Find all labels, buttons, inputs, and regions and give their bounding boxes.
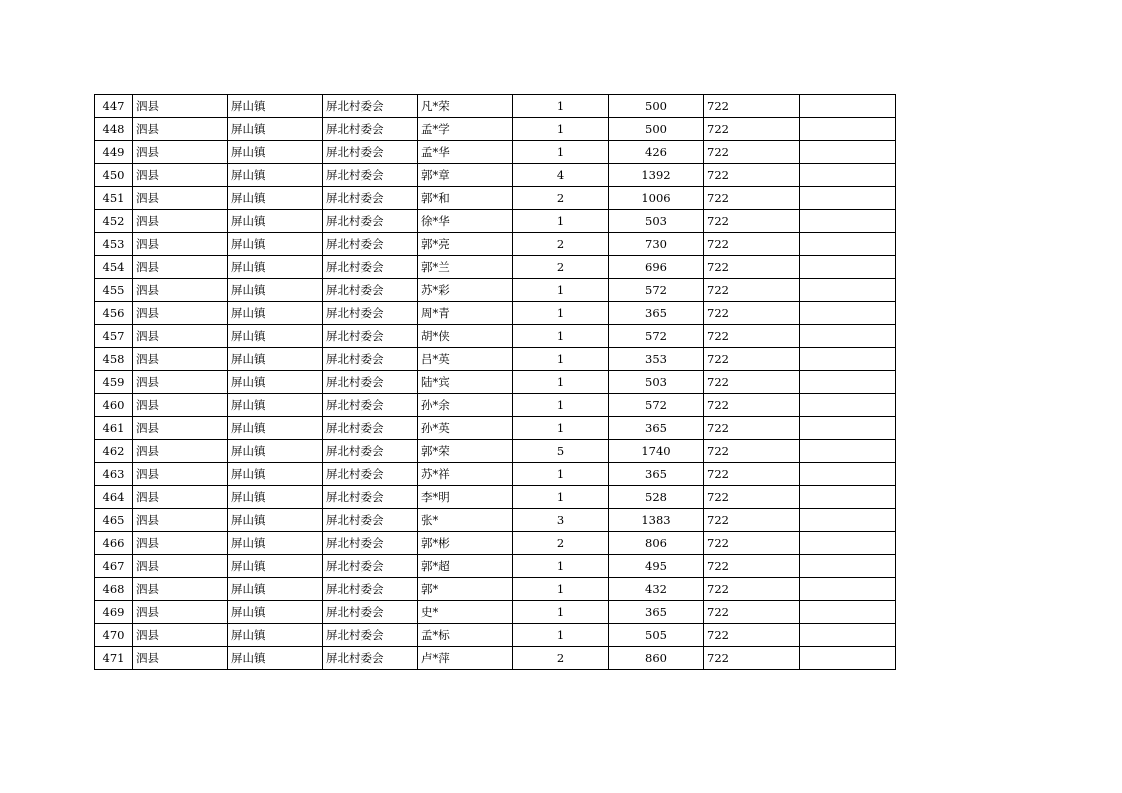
household-count-cell: 1 bbox=[513, 325, 609, 348]
town-cell: 屏山镇 bbox=[228, 647, 323, 670]
table-row bbox=[95, 302, 896, 325]
remark-cell bbox=[800, 555, 896, 578]
remark-cell bbox=[800, 440, 896, 463]
table-row bbox=[95, 187, 896, 210]
table-row bbox=[95, 555, 896, 578]
town-cell: 屏山镇 bbox=[228, 141, 323, 164]
town-cell: 屏山镇 bbox=[228, 325, 323, 348]
table-row bbox=[95, 256, 896, 279]
standard-cell: 722 bbox=[704, 348, 800, 371]
standard-cell: 722 bbox=[704, 463, 800, 486]
remark-cell bbox=[800, 348, 896, 371]
name-cell: 孙*英 bbox=[418, 417, 513, 440]
remark-cell bbox=[800, 532, 896, 555]
name-cell: 郭*章 bbox=[418, 164, 513, 187]
county-cell: 泗县 bbox=[133, 624, 228, 647]
town-cell: 屏山镇 bbox=[228, 601, 323, 624]
row-number-cell: 450 bbox=[95, 164, 133, 187]
household-count-cell: 2 bbox=[513, 532, 609, 555]
name-cell: 孟*华 bbox=[418, 141, 513, 164]
county-cell: 泗县 bbox=[133, 164, 228, 187]
town-cell: 屏山镇 bbox=[228, 578, 323, 601]
standard-cell: 722 bbox=[704, 302, 800, 325]
household-count-cell: 1 bbox=[513, 348, 609, 371]
standard-cell: 722 bbox=[704, 394, 800, 417]
town-cell: 屏山镇 bbox=[228, 624, 323, 647]
town-cell: 屏山镇 bbox=[228, 371, 323, 394]
amount-cell: 365 bbox=[609, 302, 704, 325]
county-cell: 泗县 bbox=[133, 371, 228, 394]
row-number-cell: 453 bbox=[95, 233, 133, 256]
village-committee-cell: 屏北村委会 bbox=[323, 348, 418, 371]
row-number-cell: 457 bbox=[95, 325, 133, 348]
amount-cell: 1740 bbox=[609, 440, 704, 463]
village-committee-cell: 屏北村委会 bbox=[323, 95, 418, 118]
county-cell: 泗县 bbox=[133, 141, 228, 164]
row-number-cell: 454 bbox=[95, 256, 133, 279]
village-committee-cell: 屏北村委会 bbox=[323, 256, 418, 279]
town-cell: 屏山镇 bbox=[228, 509, 323, 532]
row-number-cell: 458 bbox=[95, 348, 133, 371]
village-committee-cell: 屏北村委会 bbox=[323, 624, 418, 647]
remark-cell bbox=[800, 210, 896, 233]
name-cell: 周*青 bbox=[418, 302, 513, 325]
village-committee-cell: 屏北村委会 bbox=[323, 486, 418, 509]
row-number-cell: 464 bbox=[95, 486, 133, 509]
household-count-cell: 1 bbox=[513, 463, 609, 486]
row-number-cell: 462 bbox=[95, 440, 133, 463]
table-row bbox=[95, 486, 896, 509]
table-body bbox=[95, 95, 896, 670]
standard-cell: 722 bbox=[704, 532, 800, 555]
town-cell: 屏山镇 bbox=[228, 486, 323, 509]
remark-cell bbox=[800, 118, 896, 141]
county-cell: 泗县 bbox=[133, 440, 228, 463]
household-count-cell: 2 bbox=[513, 233, 609, 256]
remark-cell bbox=[800, 417, 896, 440]
remark-cell bbox=[800, 187, 896, 210]
household-count-cell: 2 bbox=[513, 647, 609, 670]
household-count-cell: 1 bbox=[513, 302, 609, 325]
table-row bbox=[95, 463, 896, 486]
household-count-cell: 1 bbox=[513, 394, 609, 417]
amount-cell: 432 bbox=[609, 578, 704, 601]
name-cell: 郭* bbox=[418, 578, 513, 601]
county-cell: 泗县 bbox=[133, 394, 228, 417]
standard-cell: 722 bbox=[704, 509, 800, 532]
county-cell: 泗县 bbox=[133, 279, 228, 302]
name-cell: 郭*亮 bbox=[418, 233, 513, 256]
amount-cell: 806 bbox=[609, 532, 704, 555]
row-number-cell: 447 bbox=[95, 95, 133, 118]
county-cell: 泗县 bbox=[133, 417, 228, 440]
household-count-cell: 1 bbox=[513, 279, 609, 302]
standard-cell: 722 bbox=[704, 578, 800, 601]
standard-cell: 722 bbox=[704, 233, 800, 256]
amount-cell: 365 bbox=[609, 463, 704, 486]
row-number-cell: 470 bbox=[95, 624, 133, 647]
county-cell: 泗县 bbox=[133, 532, 228, 555]
town-cell: 屏山镇 bbox=[228, 417, 323, 440]
row-number-cell: 468 bbox=[95, 578, 133, 601]
village-committee-cell: 屏北村委会 bbox=[323, 141, 418, 164]
name-cell: 李*明 bbox=[418, 486, 513, 509]
county-cell: 泗县 bbox=[133, 256, 228, 279]
amount-cell: 503 bbox=[609, 210, 704, 233]
town-cell: 屏山镇 bbox=[228, 532, 323, 555]
county-cell: 泗县 bbox=[133, 118, 228, 141]
household-count-cell: 2 bbox=[513, 256, 609, 279]
remark-cell bbox=[800, 164, 896, 187]
standard-cell: 722 bbox=[704, 256, 800, 279]
table-row bbox=[95, 210, 896, 233]
household-count-cell: 1 bbox=[513, 118, 609, 141]
remark-cell bbox=[800, 486, 896, 509]
table-row bbox=[95, 233, 896, 256]
town-cell: 屏山镇 bbox=[228, 440, 323, 463]
name-cell: 郭*彬 bbox=[418, 532, 513, 555]
county-cell: 泗县 bbox=[133, 210, 228, 233]
standard-cell: 722 bbox=[704, 95, 800, 118]
town-cell: 屏山镇 bbox=[228, 279, 323, 302]
amount-cell: 505 bbox=[609, 624, 704, 647]
village-committee-cell: 屏北村委会 bbox=[323, 463, 418, 486]
village-committee-cell: 屏北村委会 bbox=[323, 279, 418, 302]
county-cell: 泗县 bbox=[133, 601, 228, 624]
village-committee-cell: 屏北村委会 bbox=[323, 371, 418, 394]
remark-cell bbox=[800, 647, 896, 670]
county-cell: 泗县 bbox=[133, 647, 228, 670]
village-committee-cell: 屏北村委会 bbox=[323, 417, 418, 440]
county-cell: 泗县 bbox=[133, 555, 228, 578]
remark-cell bbox=[800, 256, 896, 279]
standard-cell: 722 bbox=[704, 371, 800, 394]
town-cell: 屏山镇 bbox=[228, 394, 323, 417]
row-number-cell: 471 bbox=[95, 647, 133, 670]
amount-cell: 528 bbox=[609, 486, 704, 509]
village-committee-cell: 屏北村委会 bbox=[323, 509, 418, 532]
household-count-cell: 1 bbox=[513, 210, 609, 233]
village-committee-cell: 屏北村委会 bbox=[323, 302, 418, 325]
table-row bbox=[95, 440, 896, 463]
table-row bbox=[95, 509, 896, 532]
town-cell: 屏山镇 bbox=[228, 118, 323, 141]
standard-cell: 722 bbox=[704, 118, 800, 141]
village-committee-cell: 屏北村委会 bbox=[323, 647, 418, 670]
village-committee-cell: 屏北村委会 bbox=[323, 532, 418, 555]
name-cell: 陆*宾 bbox=[418, 371, 513, 394]
name-cell: 胡*侠 bbox=[418, 325, 513, 348]
row-number-cell: 463 bbox=[95, 463, 133, 486]
county-cell: 泗县 bbox=[133, 233, 228, 256]
remark-cell bbox=[800, 509, 896, 532]
town-cell: 屏山镇 bbox=[228, 95, 323, 118]
row-number-cell: 461 bbox=[95, 417, 133, 440]
amount-cell: 426 bbox=[609, 141, 704, 164]
table-row bbox=[95, 417, 896, 440]
name-cell: 郭*超 bbox=[418, 555, 513, 578]
amount-cell: 730 bbox=[609, 233, 704, 256]
remark-cell bbox=[800, 624, 896, 647]
amount-cell: 1383 bbox=[609, 509, 704, 532]
village-committee-cell: 屏北村委会 bbox=[323, 233, 418, 256]
row-number-cell: 456 bbox=[95, 302, 133, 325]
table-row bbox=[95, 279, 896, 302]
standard-cell: 722 bbox=[704, 187, 800, 210]
name-cell: 孟*学 bbox=[418, 118, 513, 141]
county-cell: 泗县 bbox=[133, 325, 228, 348]
name-cell: 史* bbox=[418, 601, 513, 624]
town-cell: 屏山镇 bbox=[228, 233, 323, 256]
standard-cell: 722 bbox=[704, 486, 800, 509]
standard-cell: 722 bbox=[704, 601, 800, 624]
row-number-cell: 467 bbox=[95, 555, 133, 578]
town-cell: 屏山镇 bbox=[228, 164, 323, 187]
row-number-cell: 449 bbox=[95, 141, 133, 164]
county-cell: 泗县 bbox=[133, 486, 228, 509]
town-cell: 屏山镇 bbox=[228, 463, 323, 486]
remark-cell bbox=[800, 233, 896, 256]
county-cell: 泗县 bbox=[133, 463, 228, 486]
row-number-cell: 455 bbox=[95, 279, 133, 302]
standard-cell: 722 bbox=[704, 210, 800, 233]
amount-cell: 572 bbox=[609, 279, 704, 302]
table-row bbox=[95, 624, 896, 647]
amount-cell: 860 bbox=[609, 647, 704, 670]
table-row bbox=[95, 325, 896, 348]
amount-cell: 1392 bbox=[609, 164, 704, 187]
table-row bbox=[95, 371, 896, 394]
name-cell: 孙*余 bbox=[418, 394, 513, 417]
town-cell: 屏山镇 bbox=[228, 210, 323, 233]
row-number-cell: 452 bbox=[95, 210, 133, 233]
county-cell: 泗县 bbox=[133, 95, 228, 118]
household-count-cell: 3 bbox=[513, 509, 609, 532]
village-committee-cell: 屏北村委会 bbox=[323, 601, 418, 624]
amount-cell: 572 bbox=[609, 325, 704, 348]
table-row bbox=[95, 532, 896, 555]
county-cell: 泗县 bbox=[133, 302, 228, 325]
table-row bbox=[95, 578, 896, 601]
remark-cell bbox=[800, 95, 896, 118]
town-cell: 屏山镇 bbox=[228, 187, 323, 210]
household-count-cell: 1 bbox=[513, 555, 609, 578]
table-row bbox=[95, 601, 896, 624]
name-cell: 郭*和 bbox=[418, 187, 513, 210]
household-count-cell: 1 bbox=[513, 601, 609, 624]
household-count-cell: 1 bbox=[513, 486, 609, 509]
amount-cell: 500 bbox=[609, 95, 704, 118]
amount-cell: 365 bbox=[609, 601, 704, 624]
row-number-cell: 451 bbox=[95, 187, 133, 210]
village-committee-cell: 屏北村委会 bbox=[323, 555, 418, 578]
name-cell: 吕*英 bbox=[418, 348, 513, 371]
table-row bbox=[95, 394, 896, 417]
county-cell: 泗县 bbox=[133, 509, 228, 532]
name-cell: 凡*荣 bbox=[418, 95, 513, 118]
row-number-cell: 448 bbox=[95, 118, 133, 141]
standard-cell: 722 bbox=[704, 325, 800, 348]
remark-cell bbox=[800, 302, 896, 325]
village-committee-cell: 屏北村委会 bbox=[323, 164, 418, 187]
table-row bbox=[95, 164, 896, 187]
household-count-cell: 1 bbox=[513, 624, 609, 647]
village-committee-cell: 屏北村委会 bbox=[323, 578, 418, 601]
amount-cell: 495 bbox=[609, 555, 704, 578]
amount-cell: 500 bbox=[609, 118, 704, 141]
name-cell: 徐*华 bbox=[418, 210, 513, 233]
household-count-cell: 1 bbox=[513, 578, 609, 601]
amount-cell: 572 bbox=[609, 394, 704, 417]
household-count-cell: 1 bbox=[513, 141, 609, 164]
remark-cell bbox=[800, 141, 896, 164]
table-row bbox=[95, 348, 896, 371]
remark-cell bbox=[800, 601, 896, 624]
remark-cell bbox=[800, 463, 896, 486]
town-cell: 屏山镇 bbox=[228, 555, 323, 578]
name-cell: 郭*兰 bbox=[418, 256, 513, 279]
name-cell: 张* bbox=[418, 509, 513, 532]
name-cell: 孟*标 bbox=[418, 624, 513, 647]
table-row bbox=[95, 647, 896, 670]
village-committee-cell: 屏北村委会 bbox=[323, 440, 418, 463]
name-cell: 苏*祥 bbox=[418, 463, 513, 486]
amount-cell: 503 bbox=[609, 371, 704, 394]
row-number-cell: 460 bbox=[95, 394, 133, 417]
standard-cell: 722 bbox=[704, 555, 800, 578]
standard-cell: 722 bbox=[704, 647, 800, 670]
household-count-cell: 1 bbox=[513, 371, 609, 394]
amount-cell: 696 bbox=[609, 256, 704, 279]
town-cell: 屏山镇 bbox=[228, 302, 323, 325]
row-number-cell: 466 bbox=[95, 532, 133, 555]
standard-cell: 722 bbox=[704, 440, 800, 463]
standard-cell: 722 bbox=[704, 624, 800, 647]
village-committee-cell: 屏北村委会 bbox=[323, 187, 418, 210]
village-committee-cell: 屏北村委会 bbox=[323, 118, 418, 141]
county-cell: 泗县 bbox=[133, 348, 228, 371]
name-cell: 郭*荣 bbox=[418, 440, 513, 463]
county-cell: 泗县 bbox=[133, 187, 228, 210]
amount-cell: 353 bbox=[609, 348, 704, 371]
amount-cell: 1006 bbox=[609, 187, 704, 210]
standard-cell: 722 bbox=[704, 141, 800, 164]
remark-cell bbox=[800, 279, 896, 302]
household-count-cell: 1 bbox=[513, 417, 609, 440]
county-cell: 泗县 bbox=[133, 578, 228, 601]
town-cell: 屏山镇 bbox=[228, 348, 323, 371]
name-cell: 苏*彩 bbox=[418, 279, 513, 302]
household-count-cell: 2 bbox=[513, 187, 609, 210]
village-committee-cell: 屏北村委会 bbox=[323, 210, 418, 233]
name-cell: 卢*萍 bbox=[418, 647, 513, 670]
row-number-cell: 465 bbox=[95, 509, 133, 532]
remark-cell bbox=[800, 371, 896, 394]
table-row bbox=[95, 118, 896, 141]
data-table bbox=[94, 94, 896, 670]
town-cell: 屏山镇 bbox=[228, 256, 323, 279]
standard-cell: 722 bbox=[704, 164, 800, 187]
village-committee-cell: 屏北村委会 bbox=[323, 394, 418, 417]
table-row bbox=[95, 141, 896, 164]
remark-cell bbox=[800, 325, 896, 348]
standard-cell: 722 bbox=[704, 417, 800, 440]
household-count-cell: 5 bbox=[513, 440, 609, 463]
standard-cell: 722 bbox=[704, 279, 800, 302]
remark-cell bbox=[800, 394, 896, 417]
row-number-cell: 469 bbox=[95, 601, 133, 624]
village-committee-cell: 屏北村委会 bbox=[323, 325, 418, 348]
row-number-cell: 459 bbox=[95, 371, 133, 394]
table-row bbox=[95, 95, 896, 118]
household-count-cell: 1 bbox=[513, 95, 609, 118]
amount-cell: 365 bbox=[609, 417, 704, 440]
remark-cell bbox=[800, 578, 896, 601]
household-count-cell: 4 bbox=[513, 164, 609, 187]
